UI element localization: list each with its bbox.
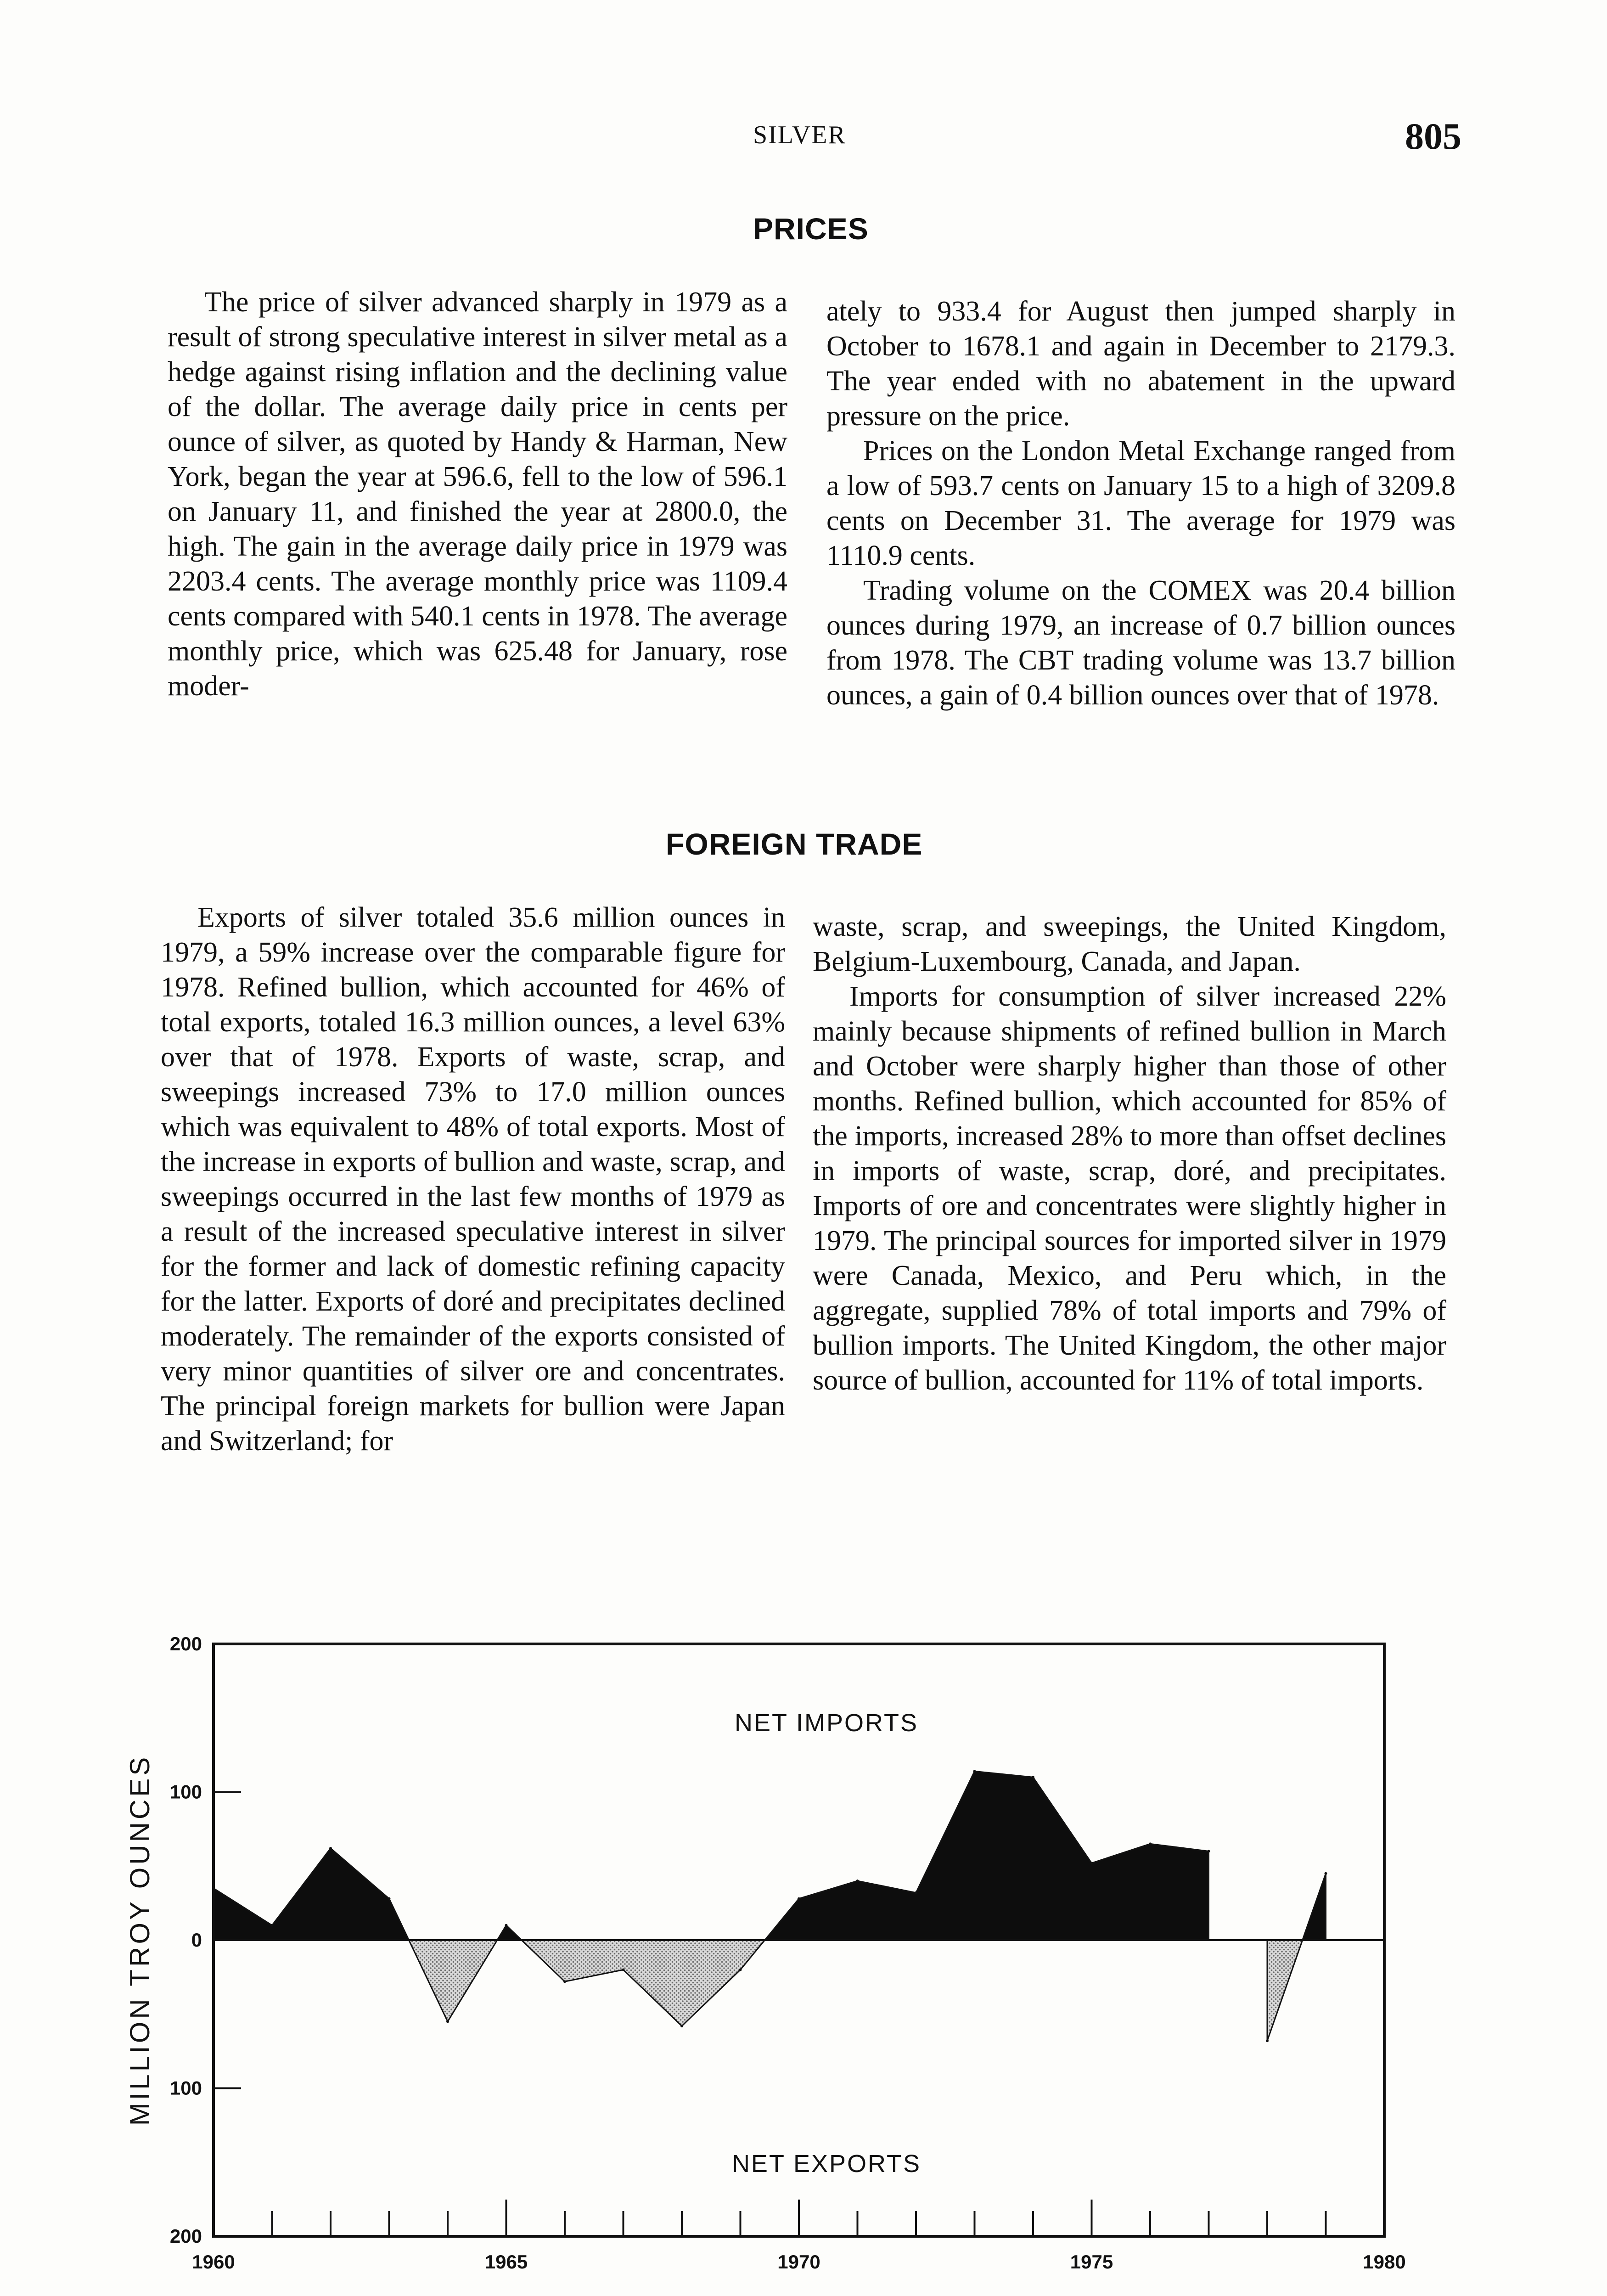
data-point-1975 (1090, 1862, 1093, 1864)
net-imports-area-0-2 (497, 1925, 522, 1940)
data-point-1968 (680, 2025, 683, 2027)
data-point-1964 (446, 2020, 449, 2023)
x-tick-label-1965: 1965 (484, 2251, 528, 2273)
y-tick-label--200: 200 (169, 2225, 202, 2247)
data-point-1960 (212, 1887, 215, 1890)
data-point-1961 (271, 1924, 274, 1927)
data-point-1971 (856, 1880, 859, 1882)
trade-paragraph-3: Imports for consumption of silver increased 22% mainly because shipments of refined bullion in March and October were sharply higher than those of other months. Refined bullion, which accounted for 85% of the imports, increased 28% to more than offset declines in imports of waste, scrap, doré, and precipitates. Imports of ore and concentrates were slightly higher in 1979. The principal sources for imported silver in 1979 were Canada, Mexico, and Peru which, in the aggregate, supplied 78% of total imports and 79% of bullion imports. The United Kingdom, the other major source of bullion, accounted for 11% of total imports. (813, 981, 1446, 1396)
net-exports-area-1-0 (1267, 1940, 1303, 2041)
data-point-1963 (388, 1897, 391, 1900)
data-point-1977 (1208, 1850, 1210, 1853)
prices-heading: PRICES (753, 212, 869, 246)
y-axis-title: MILLION TROY OUNCES (124, 1754, 155, 2126)
data-point-1966 (563, 1980, 566, 1983)
data-point-1976 (1149, 1842, 1152, 1845)
net-exports-area-0-1 (409, 1940, 497, 2021)
net-exports-area-0-3 (522, 1940, 765, 2026)
prices-paragraph-3: Prices on the London Metal Exchange ranged from a low of 593.7 cents on January 15 to a high of 3209.8 cents on December 31. The average for 1979 was 1110.9 cents. (826, 435, 1455, 571)
trade-paragraph-1: Exports of silver totaled 35.6 million ounces in 1979, a 59% increase over the comparable figure for 1978. Refined bullion, which accounted for 46% of total exports, totaled 16.3 million ounces, a level 63% over that of 1978. Exports of waste, scrap, and sweepings increased 73% to 17.0 million ounces which was equivalent to 48% of total exports. Most of the increase in exports of bullion and waste, scrap, and sweepings occurred in the last few months of 1979 as a result of the increased speculative interest in silver for the former and lack of domestic refining capacity for the latter. Exports of doré and precipitates declined moderately. The remainder of the exports consisted of very minor quantities of silver ore and concentrates. The principal foreign markets for bullion were Japan and Switzerland; for (161, 902, 785, 1457)
foreign-trade-heading: FOREIGN TRADE (666, 827, 923, 861)
x-tick-label-1975: 1975 (1070, 2251, 1113, 2273)
y-tick-label-0: 0 (191, 1929, 202, 1951)
trade-paragraph-2: waste, scrap, and sweepings, the United Kingdom, Belgium-Luxembourg, Canada, and Japan. (813, 911, 1446, 977)
net-imports-label: NET IMPORTS (734, 1709, 919, 1737)
data-point-1969 (739, 1969, 742, 1971)
prices-paragraph-1: The price of silver advanced sharply in 1979 as a result of strong speculative interest in silver metal as a hedge against rising inflation and the declining value of the dollar. The average daily price in cents per ounce of silver, as quoted by Handy & Harman, New York, began the year at 596.6, fell to the low of 596.1 on January 11, and finished the year at 2800.0, the high. The gain in the average daily price in 1979 was 2203.4 cents. The average monthly price was 1109.4 cents compared with 540.1 cents in 1978. The average monthly price, which was 625.48 for January, rose moder- (168, 287, 787, 702)
data-point-1967 (622, 1969, 625, 1971)
prices-paragraph-4: Trading volume on the COMEX was 20.4 billion ounces during 1979, an increase of 0.7 billion ounces from 1978. The CBT trading volume was 13.7 billion ounces, a gain of 0.4 billion ounces over that of 1978. (826, 575, 1455, 711)
x-tick-label-1980: 1980 (1363, 2251, 1406, 2273)
page-number: 805 (1405, 115, 1461, 157)
data-point-1973 (973, 1770, 976, 1773)
data-point-1972 (915, 1891, 917, 1894)
net-imports-area-0-0 (214, 1848, 409, 1940)
net-imports-area-0-4 (765, 1771, 1209, 1940)
net-imports-area-1-1 (1303, 1874, 1326, 1940)
data-point-1979 (1325, 1872, 1327, 1875)
prices-paragraph-2: ately to 933.4 for August then jumped sharply in October to 1678.1 and again in December to 2179.3. The year ended with no abatement in the upward pressure on the price. (826, 296, 1455, 432)
y-tick-label-100: 100 (169, 1781, 202, 1803)
data-point-1974 (1032, 1776, 1034, 1778)
y-tick-label--100: 100 (169, 2077, 202, 2099)
running-head: SILVER (753, 121, 846, 149)
data-point-1978 (1266, 2039, 1269, 2042)
data-point-1965 (505, 1924, 508, 1927)
net-exports-label: NET EXPORTS (731, 2150, 921, 2178)
data-point-1962 (329, 1847, 332, 1850)
x-tick-label-1970: 1970 (777, 2251, 820, 2273)
y-tick-label-200: 200 (169, 1633, 202, 1654)
x-tick-label-1960: 1960 (192, 2251, 235, 2273)
data-point-1970 (798, 1897, 800, 1900)
